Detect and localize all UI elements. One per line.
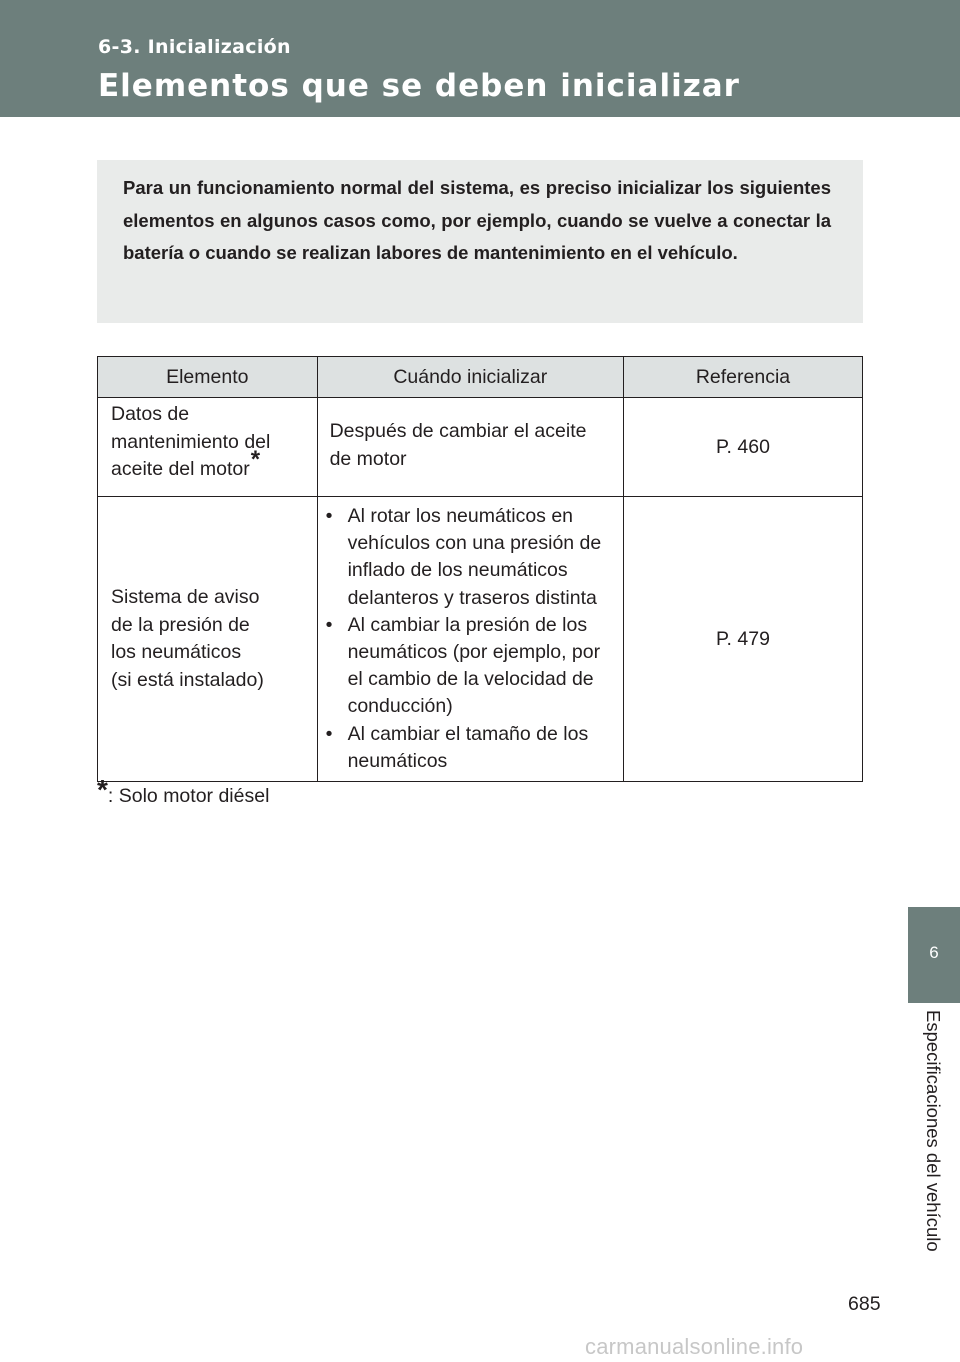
chapter-tab <box>908 907 960 1003</box>
table-cell-element <box>98 497 318 782</box>
table-cell-element <box>98 398 318 497</box>
bullet-icon: • <box>325 613 333 636</box>
column-header-element: Elemento <box>98 357 318 398</box>
intro-text: Para un funcionamiento normal del sistema, es preciso inicializar los siguientes elementos en algunos casos como, por ejemplo, cuando se vuelve a conectar la batería o cuando se realizan labores de mantenimiento en el vehículo. <box>123 177 831 263</box>
intro-box <box>97 160 863 323</box>
table-cell-when <box>317 497 623 782</box>
page-title: Elementos que se deben inicializar <box>98 68 740 104</box>
footnote-mark: * <box>250 446 261 473</box>
column-header-when: Cuándo inicializar <box>317 357 623 398</box>
when-bullet-list <box>318 503 623 775</box>
bullet-line: Al cambiar la presión de los <box>347 613 588 636</box>
bullet-line: vehículos con una presión de <box>347 532 602 555</box>
chapter-label-text: Especificaciones del vehículo <box>923 1010 944 1252</box>
bullet-icon: • <box>325 722 333 745</box>
chapter-number: 6 <box>929 943 939 962</box>
chapter-side-label <box>913 1010 953 1290</box>
column-header-reference: Referencia <box>623 357 862 398</box>
table-cell-reference: P. 460 <box>623 398 862 497</box>
table-cell-reference: P. 479 <box>623 497 862 782</box>
element-line: los neumáticos <box>111 641 242 663</box>
element-line: Datos de <box>111 403 190 425</box>
initialization-table <box>97 356 863 782</box>
bullet-line: neumáticos (por ejemplo, por <box>347 641 601 663</box>
list-item <box>326 721 623 775</box>
table-row <box>98 398 863 497</box>
when-line: de motor <box>329 447 407 470</box>
bullet-line: Al rotar los neumáticos en <box>347 504 574 527</box>
footnote-mark: * <box>97 774 108 805</box>
section-label: 6-3. Inicialización <box>98 36 291 58</box>
bullet-line: Al cambiar el tamaño de los <box>347 722 589 745</box>
when-line: Después de cambiar el aceite <box>329 420 587 442</box>
watermark: carmanualsonline.info <box>585 1334 804 1359</box>
bullet-icon: • <box>325 504 333 527</box>
bullet-line: inflado de los neumáticos <box>347 559 568 582</box>
list-item <box>326 612 623 721</box>
page-number: 685 <box>848 1293 881 1315</box>
table-row <box>98 497 863 782</box>
chapter-header <box>0 0 960 117</box>
table-header-row <box>98 357 863 398</box>
bullet-line: el cambio de la velocidad de <box>347 668 594 691</box>
element-line: Sistema de aviso <box>111 586 260 608</box>
element-line: mantenimiento del <box>111 430 271 453</box>
element-line <box>98 446 317 484</box>
footnote-text: : Solo motor diésel <box>107 785 270 807</box>
element-line-text: aceite del motor <box>111 458 250 480</box>
footnote <box>97 774 270 808</box>
table-cell-when <box>317 398 623 497</box>
element-line: de la presión de <box>111 613 250 636</box>
bullet-line: neumáticos <box>347 749 448 772</box>
list-item <box>326 503 623 612</box>
bullet-line: conducción) <box>347 695 453 718</box>
bullet-line: delanteros y traseros distinta <box>347 586 597 609</box>
element-line: (si está instalado) <box>111 668 264 691</box>
